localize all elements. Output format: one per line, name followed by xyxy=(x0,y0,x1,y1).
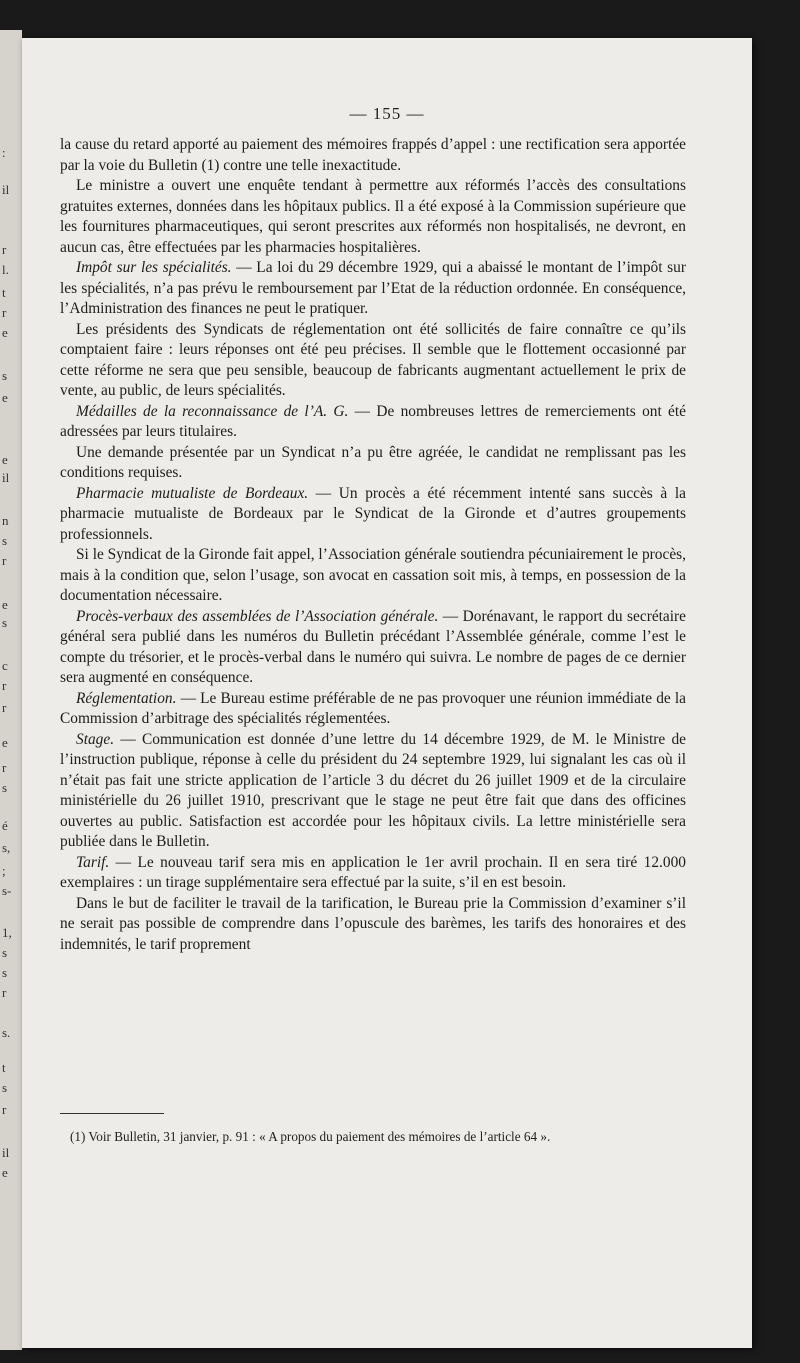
paragraph-text: — Le Bureau estime préférable de ne pas provoquer une réunion immédiate de la Commission d’arbitrage des spécialités réglementées. xyxy=(60,689,686,727)
margin-fragment: t xyxy=(2,285,6,300)
margin-fragment: c xyxy=(2,658,8,673)
paragraph-text: Le ministre a ouvert une enquête tendant à permettre aux réformés l’accès des consultations gratuites externes, données dans les hôpitaux publics. Il a été exposé à la Commission supérieure que les fournitures pharmaceutiques, qui seront prescrites aux réformés non hospitalisés, ne devront, en aucun cas, être effectuées par les pharmacies hospitalières. xyxy=(60,177,686,256)
page-number: — 155 — xyxy=(349,104,425,123)
margin-fragment: s xyxy=(2,945,8,960)
margin-fragment: r xyxy=(2,700,7,715)
margin-fragment: t xyxy=(2,1060,6,1075)
paragraph-heading: Impôt sur les spécialités. xyxy=(76,259,232,276)
margin-fragment: r xyxy=(2,305,7,320)
paragraph-text: Dans le but de faciliter le travail de la tarification, le Bureau prie la Commission d’examiner s’il ne serait pas possible de comprendre dans l’opuscule des barèmes, les tarifs des honoraires et des indemnités, le tarif proprement xyxy=(60,894,686,953)
paragraph-text: Si le Syndicat de la Gironde fait appel, l’Association générale soutiendra pécuniairement le procès, mais à la condition que, selon l’usage, son avocat en cassation soit mis, à temps, en possession de la documentation nécessaire. xyxy=(60,546,686,604)
paragraph-text: la cause du retard apporté au paiement des mémoires frappés d’appel : une rectification sera apportée par la voie du Bulletin (1) contre une telle inexactitude. xyxy=(60,136,686,174)
left-page-edge xyxy=(0,30,22,1350)
paragraph xyxy=(60,402,686,443)
paragraph xyxy=(60,545,686,607)
paragraph xyxy=(60,135,686,176)
margin-fragment: s xyxy=(2,368,8,383)
margin-fragment: s. xyxy=(2,1025,11,1040)
paragraph-text: Une demande présentée par un Syndicat n’a pu être agréée, le candidat ne remplissant pas les conditions requises. xyxy=(60,443,686,481)
margin-fragment: il xyxy=(2,1145,10,1160)
margin-fragment: r xyxy=(2,1102,7,1117)
margin-fragment: e xyxy=(2,452,8,467)
margin-fragment: r xyxy=(2,678,7,693)
paragraph-text: — Un procès a été récemment intenté sans succès à la pharmacie mutualiste de Bordeaux par le Syndicat de la Gironde et d’autres groupements professionnels. xyxy=(60,484,686,543)
margin-fragment: s- xyxy=(2,883,12,898)
margin-fragment: é xyxy=(2,818,8,833)
margin-fragment: il xyxy=(2,182,10,197)
paragraph-heading: Stage. xyxy=(76,730,115,748)
margin-fragment: : xyxy=(2,145,6,160)
paragraph-heading: Médailles de la reconnaissance de l’A. G. xyxy=(76,402,349,420)
margin-fragment: e xyxy=(2,735,8,750)
paragraph xyxy=(60,443,686,484)
paragraph xyxy=(60,894,686,956)
paragraph-text: — Communication est donnée d’une lettre du 14 décembre 1929, de M. le Ministre de l’instruction publique, réponse à celle du président du 24 septembre 1929, lui signalant les cas où il n’était pas fait une stricte application de l’article 3 du décret du 26 juillet 1909 et de la circulaire ministérielle du 26 juillet 1910, prescrivant que le stage ne peut être fait que dans des officines ouvertes au public. Satisfaction est accordée pour les hôpitaux civils. La lettre ministérielle sera publiée dans le Bulletin. xyxy=(60,730,686,850)
margin-fragment: s xyxy=(2,615,8,630)
paragraph-text: Les présidents des Syndicats de réglementation ont été sollicités de faire connaître ce qu’ils comptaient faire : leurs réponses ont été peu précises. Il semble que le flottement occasionné par cette réforme ne sera que peu sensible, beaucoup de fabricants augmentant actuellement le prix de vente, au public, de leurs spécialités. xyxy=(60,320,686,399)
footnote: (1) Voir Bulletin, 31 janvier, p. 91 : « A propos du paiement des mémoires de l’article 64 ». xyxy=(70,1129,551,1144)
paragraph xyxy=(60,320,686,402)
paragraph-text: — La loi du 29 décembre 1929, qui a abaissé le montant de l’impôt sur les spécialités, n’a pas prévu le remboursement par l’Etat de la réduction ordonnée. En conséquence, l’Administration des finances ne peut le pratiquer. xyxy=(60,259,686,317)
footnote-rule xyxy=(60,1113,164,1114)
margin-fragment: s xyxy=(2,780,8,795)
paragraph xyxy=(60,607,686,689)
margin-fragment: s, xyxy=(2,840,11,855)
margin-fragment: r xyxy=(2,242,7,257)
paragraph-heading: Pharmacie mutualiste de Bordeaux. xyxy=(76,484,309,502)
paragraph xyxy=(60,689,686,730)
margin-fragment: s xyxy=(2,533,8,548)
margin-fragment: e xyxy=(2,1165,8,1180)
paragraph-text: — De nombreuses lettres de remerciements ont été adressées par leurs titulaires. xyxy=(60,402,686,440)
paragraph-heading: Procès-verbaux des assemblées de l’Association générale. xyxy=(76,607,439,625)
margin-fragment: l. xyxy=(2,262,9,277)
paragraph xyxy=(60,176,686,258)
margin-fragment: e xyxy=(2,390,8,405)
margin-fragment: e xyxy=(2,325,8,340)
paragraph xyxy=(60,853,686,894)
paragraph xyxy=(60,484,686,546)
paragraph-text: — Le nouveau tarif sera mis en application le 1er avril prochain. Il en sera tiré 12.000 exemplaires : un tirage supplémentaire sera effectué par la suite, s’il en est besoin. xyxy=(60,853,686,891)
margin-fragment: n xyxy=(2,513,9,528)
margin-fragment: il xyxy=(2,470,10,485)
paragraph-heading: Réglementation. xyxy=(76,689,177,707)
margin-fragment: 1, xyxy=(2,925,12,940)
margin-fragment: r xyxy=(2,553,7,568)
paragraph-text: — Dorénavant, le rapport du secrétaire général sera publié dans les numéros du Bulletin précédant l’Assemblée générale, comme l’est le compte du trésorier, et le procès-verbal dans le numéro qui suivra. Le nombre de pages de ce dernier sera augmenté en conséquence. xyxy=(60,607,686,686)
margin-fragment: r xyxy=(2,760,7,775)
margin-fragment: r xyxy=(2,985,7,1000)
body-text xyxy=(60,135,686,955)
margin-fragment: s xyxy=(2,965,8,980)
paragraph-heading: Tarif. xyxy=(76,853,110,871)
book-page xyxy=(22,38,752,1348)
margin-fragment: ; xyxy=(2,863,6,878)
margin-fragment: s xyxy=(2,1080,8,1095)
paragraph xyxy=(60,258,686,320)
margin-fragment: e xyxy=(2,597,8,612)
paragraph xyxy=(60,730,686,853)
